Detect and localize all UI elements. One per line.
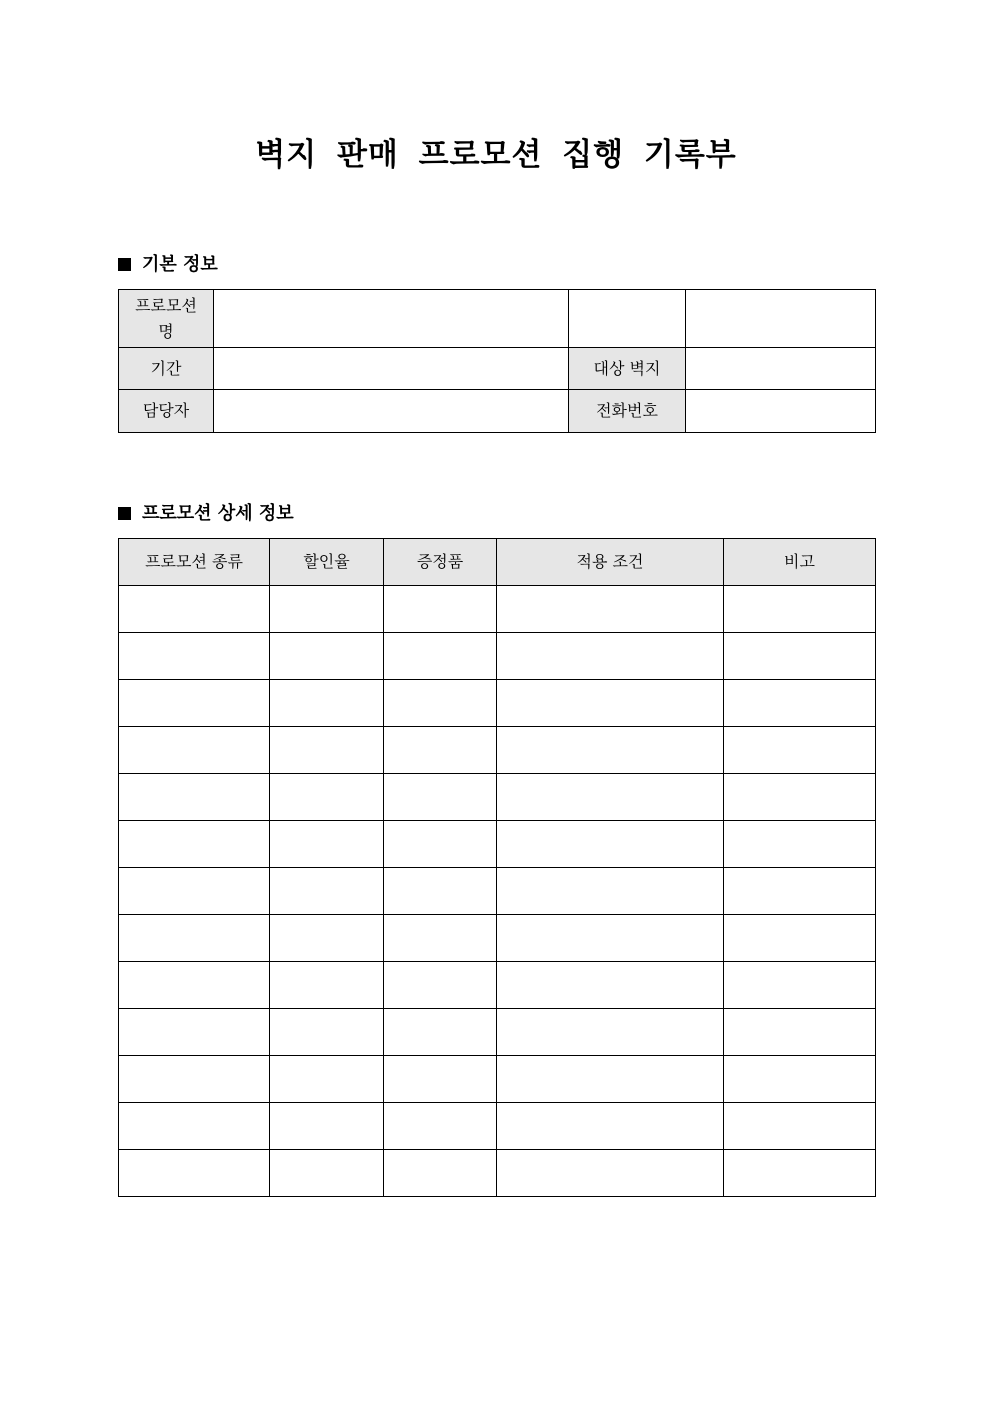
table-row [119,962,876,1009]
column-header-remarks: 비고 [724,539,876,586]
conditions-cell[interactable] [497,915,724,962]
promotion-type-cell[interactable] [119,1009,270,1056]
conditions-cell[interactable] [497,1009,724,1056]
gift-cell[interactable] [384,962,497,1009]
gift-cell[interactable] [384,915,497,962]
discount-rate-cell[interactable] [270,1103,384,1150]
discount-rate-cell[interactable] [270,1056,384,1103]
label-target-wallpaper: 대상 벽지 [569,348,686,390]
discount-rate-cell[interactable] [270,774,384,821]
promotion-type-cell[interactable] [119,962,270,1009]
section-heading-detail-info [118,502,294,526]
period-field[interactable] [214,348,569,390]
gift-cell[interactable] [384,727,497,774]
promotion-type-cell[interactable] [119,680,270,727]
table-row [119,680,876,727]
remarks-cell[interactable] [724,680,876,727]
conditions-cell[interactable] [497,633,724,680]
table-row [119,633,876,680]
phone-field[interactable] [686,390,876,433]
promotion-type-cell[interactable] [119,774,270,821]
promotion-type-cell[interactable] [119,868,270,915]
column-header-conditions: 적용 조건 [497,539,724,586]
promotion-type-cell[interactable] [119,1056,270,1103]
table-row [119,821,876,868]
label-phone: 전화번호 [569,390,686,433]
promotion-type-cell[interactable] [119,727,270,774]
square-bullet-icon [118,258,131,271]
blank-value-field[interactable] [686,290,876,348]
remarks-cell[interactable] [724,1056,876,1103]
table-row [119,586,876,633]
conditions-cell[interactable] [497,962,724,1009]
gift-cell[interactable] [384,821,497,868]
target-wallpaper-field[interactable] [686,348,876,390]
section-heading-basic-info-label: 기본 정보 [142,254,218,275]
promotion-type-cell[interactable] [119,586,270,633]
discount-rate-cell[interactable] [270,962,384,1009]
section-heading-detail-info-label: 프로모션 상세 정보 [142,503,294,524]
remarks-cell[interactable] [724,821,876,868]
discount-rate-cell[interactable] [270,1009,384,1056]
label-promotion-name: 프로모션명 [119,290,214,348]
gift-cell[interactable] [384,586,497,633]
label-period: 기간 [119,348,214,390]
conditions-cell[interactable] [497,821,724,868]
conditions-cell[interactable] [497,680,724,727]
remarks-cell[interactable] [724,633,876,680]
discount-rate-cell[interactable] [270,680,384,727]
square-bullet-icon [118,507,131,520]
basic-info-row [119,290,876,348]
column-header-discount-rate: 할인율 [270,539,384,586]
discount-rate-cell[interactable] [270,915,384,962]
detail-table-body [119,586,876,1197]
table-row [119,868,876,915]
gift-cell[interactable] [384,633,497,680]
basic-info-row [119,390,876,433]
label-manager: 담당자 [119,390,214,433]
remarks-cell[interactable] [724,586,876,633]
discount-rate-cell[interactable] [270,633,384,680]
basic-info-row [119,348,876,390]
table-row [119,1150,876,1197]
remarks-cell[interactable] [724,915,876,962]
gift-cell[interactable] [384,774,497,821]
conditions-cell[interactable] [497,1056,724,1103]
basic-info-table [118,289,876,433]
gift-cell[interactable] [384,1150,497,1197]
table-row [119,915,876,962]
conditions-cell[interactable] [497,727,724,774]
table-row [119,1103,876,1150]
discount-rate-cell[interactable] [270,586,384,633]
column-header-promotion-type: 프로모션 종류 [119,539,270,586]
gift-cell[interactable] [384,1009,497,1056]
discount-rate-cell[interactable] [270,1150,384,1197]
gift-cell[interactable] [384,868,497,915]
table-header-row [119,539,876,586]
promotion-type-cell[interactable] [119,915,270,962]
conditions-cell[interactable] [497,1103,724,1150]
table-row [119,727,876,774]
blank-label-cell [569,290,686,348]
promotion-type-cell[interactable] [119,633,270,680]
discount-rate-cell[interactable] [270,868,384,915]
remarks-cell[interactable] [724,962,876,1009]
column-header-gift: 증정품 [384,539,497,586]
remarks-cell[interactable] [724,727,876,774]
conditions-cell[interactable] [497,868,724,915]
document-title: 벽지 판매 프로모션 집행 기록부 [255,137,737,173]
promotion-type-cell[interactable] [119,821,270,868]
promotion-detail-table [118,538,876,1197]
table-row [119,774,876,821]
remarks-cell[interactable] [724,774,876,821]
promotion-type-cell[interactable] [119,1150,270,1197]
conditions-cell[interactable] [497,1150,724,1197]
gift-cell[interactable] [384,680,497,727]
table-row [119,1009,876,1056]
gift-cell[interactable] [384,1056,497,1103]
manager-field[interactable] [214,390,569,433]
remarks-cell[interactable] [724,1009,876,1056]
remarks-cell[interactable] [724,868,876,915]
gift-cell[interactable] [384,1103,497,1150]
discount-rate-cell[interactable] [270,727,384,774]
conditions-cell[interactable] [497,586,724,633]
remarks-cell[interactable] [724,1150,876,1197]
section-heading-basic-info [118,253,218,277]
conditions-cell[interactable] [497,774,724,821]
remarks-cell[interactable] [724,1103,876,1150]
discount-rate-cell[interactable] [270,821,384,868]
promotion-type-cell[interactable] [119,1103,270,1150]
promotion-name-field[interactable] [214,290,569,348]
table-row [119,1056,876,1103]
